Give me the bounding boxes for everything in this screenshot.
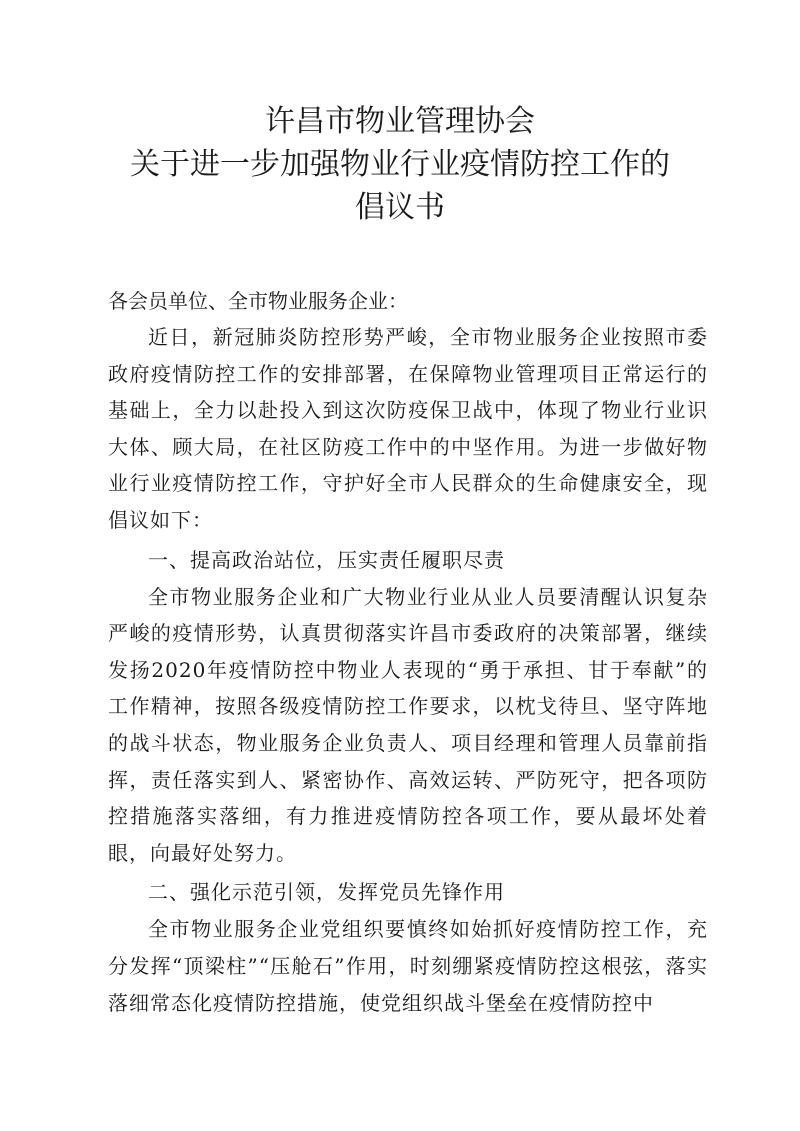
section-heading-2: 二、强化示范引领，发挥党员先锋作用 [148, 880, 505, 905]
section-paragraph-2: 全市物业服务企业党组织要慎终如始抓好疫情防控工作，充分发挥“顶梁柱”“压舱石”作用，时刻绷紧疫情防控这根弦，落实落细常态化疫情防控措施，使党组织战斗堡垒在疫情防控中 [108, 917, 708, 1015]
intro-paragraph: 近日，新冠肺炎防控形势严峻，全市物业服务企业按照市委政府疫情防控工作的安排部署，在保障物业管理项目正常运行的基础上，全力以赴投入到这次防疫保卫战中，体现了物业行业识大体、顾大局，在社区防疫工作中的中坚作用。为进一步做好物业行业疫情防控工作，守护好全市人民群众的生命健康安全，现倡议如下： [108, 325, 708, 532]
title-line-3: 倡议书 [355, 190, 445, 225]
salutation: 各会员单位、全市物业服务企业： [108, 289, 408, 313]
section-paragraph-1: 全市物业服务企业和广大物业行业从业人员要清醒认识复杂严峻的疫情形势，认真贯彻落实许昌市委政府的决策部署，继续发扬2020年疫情防控中物业人表现的“勇于承担、甘于奉献”的工作精神，按照各级疫情防控工作要求，以枕戈待旦、坚守阵地的战斗状态，物业服务企业负责人、项目经理和管理人员靠前指挥，责任落实到人、紧密协作、高效运转、严防死守，把各项防控措施落实落细，有力推进疫情防控各项工作，要从最坏处着眼，向最好处努力。 [108, 584, 708, 865]
title-line-2: 关于进一步加强物业行业疫情防控工作的 [130, 147, 670, 182]
title-line-1: 许昌市物业管理协会 [265, 104, 535, 139]
section-heading-1: 一、提高政治站位，压实责任履职尽责 [148, 547, 505, 572]
document-body [108, 283, 708, 1021]
document-title [0, 100, 800, 229]
